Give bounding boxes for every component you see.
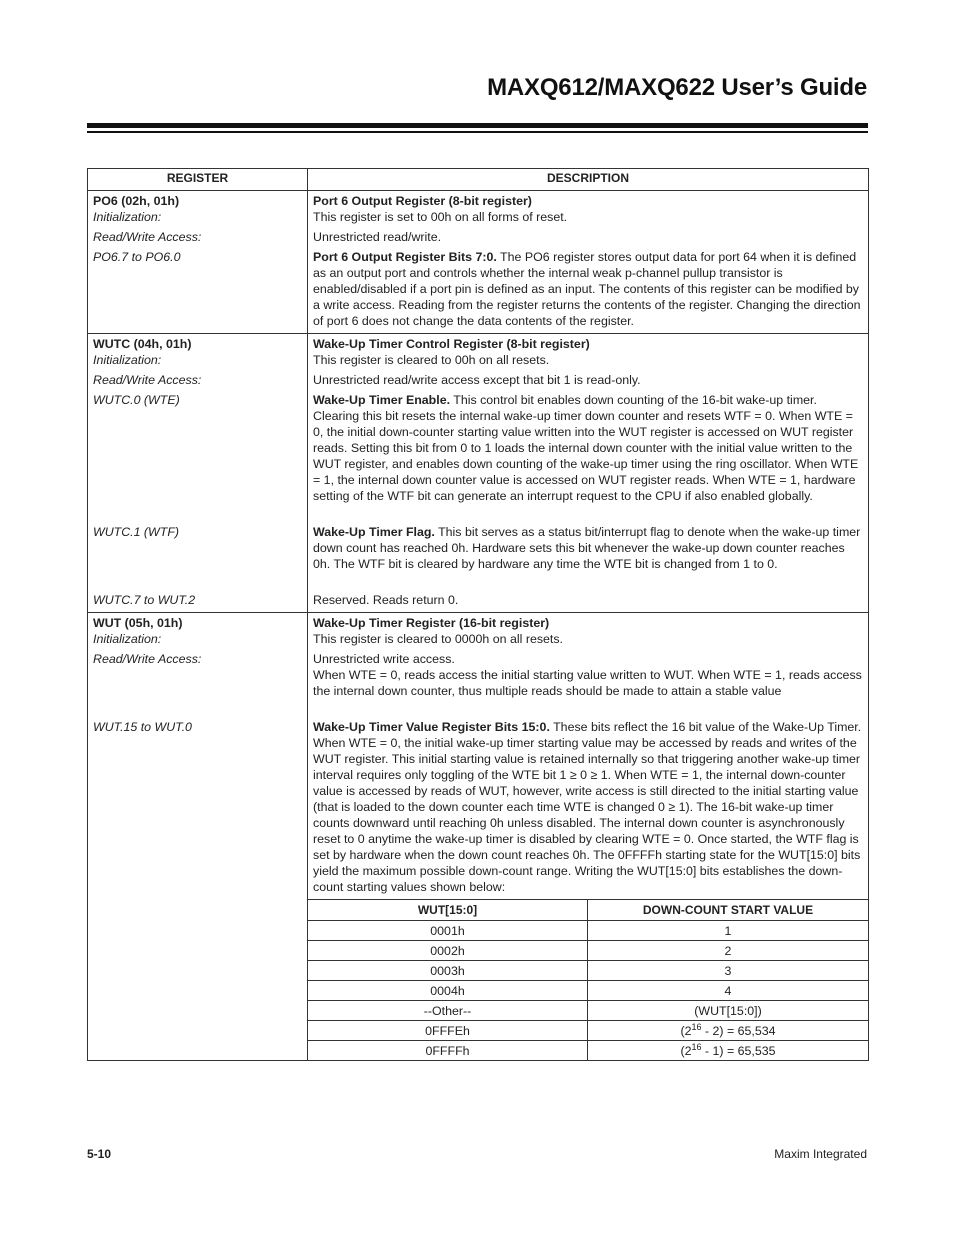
formula-exponent: 16 <box>691 1021 702 1032</box>
register-name: WUTC (04h, 01h) <box>93 337 192 351</box>
bits-description <box>313 719 863 895</box>
start-value: 3 <box>588 961 869 981</box>
bit1-label: WUTC.1 (WTF) <box>93 525 180 539</box>
init-label: Initialization: <box>93 632 162 646</box>
bit7-description: Reserved. Reads return 0. <box>313 593 459 607</box>
description-cell <box>308 191 869 334</box>
bit0-label: WUTC.0 (WTE) <box>93 393 180 407</box>
column-header-description: DESCRIPTION <box>308 169 869 191</box>
table-row <box>308 941 868 961</box>
init-label: Initialization: <box>93 353 162 367</box>
rw-text: Unrestricted read/write. <box>313 230 442 244</box>
bit0-text: This control bit enables down counting of the 16-bit wake-up timer. Clearing this bit resets the internal wake-up timer down counter and resets WTF = 0. When WTE = 0, the initial down-counter starting value written into the WUT register is accessed on WUT register reads. Setting this bit from 0 to 1 loads the internal down counter with the initial value written to the WUT register, and enables down counting of the wake-up timer using the ring oscillator. When WTE = 1, the internal down counter value is accessed on WUT register reads. When WTE = 1, hardware setting of the WTF bit can generate an interrupt request to the CPU if also enabled globally. <box>313 393 859 503</box>
formula-suffix: - 2) = 65,534 <box>701 1023 776 1038</box>
register-name: WUT (05h, 01h) <box>93 616 183 630</box>
table-row-wutc <box>88 334 869 613</box>
table-row <box>308 1021 868 1041</box>
table-row <box>308 961 868 981</box>
table-row <box>308 981 868 1001</box>
wut-value: 0FFFFh <box>308 1041 588 1061</box>
wut-value: 0004h <box>308 981 588 1001</box>
start-value: 4 <box>588 981 869 1001</box>
sub-header-start-value: DOWN-COUNT START VALUE <box>588 900 869 921</box>
formula-suffix: - 1) = 65,535 <box>701 1043 776 1058</box>
bit1-text: This bit serves as a status bit/interrupt flag to denote when the wake-up timer down count has reached 0h. Hardware sets this bit whenever the wake-up down counter reaches 0h. The WTF bit is cleared by hardware any time the WTE bit is changed from 1 to 0. <box>313 525 861 571</box>
sub-header-wut: WUT[15:0] <box>308 900 588 921</box>
table-row <box>308 921 868 941</box>
register-title: Wake-Up Timer Register (16-bit register) <box>313 616 550 630</box>
init-label: Initialization: <box>93 210 162 224</box>
column-header-register: REGISTER <box>88 169 308 191</box>
bits-label: PO6.7 to PO6.0 <box>93 250 181 264</box>
header-rule-thick <box>87 123 868 128</box>
description-cell <box>308 334 869 613</box>
wut-value: 0001h <box>308 921 588 941</box>
bits-text: These bits reflect the 16 bit value of the Wake-Up Timer. When WTE = 0, the initial wake-up timer starting value may be accessed by reads and writes of the WUT register. This initial starting value is retained internally so that triggering another wake-up timer interval requires only toggling of the WTE bit 1 ≥ 0 ≥ 1. When WTE = 1, the internal down-counter value is accessed by reads of WUT, however, write access is still directed to the initial starting value (that is loaded to the down counter each time WTE is changed 0 ≥ 1). The 16-bit wake-up timer counts downward until reaching 0h unless disabled. The internal down counter is asynchronously reset to 0 anytime the wake-up timer is disabled by clearing WTE = 0. Once started, the WTF flag is set by hardware when the down count reaches 0h. The 0FFFFh starting state for the WUT[15:0] bits yield the maximum possible down-count range. Writing the WUT[15:0] bits establishes the down-count starting values shown below: <box>313 720 862 894</box>
start-value: (WUT[15:0]) <box>588 1001 869 1021</box>
formula-prefix: (2 <box>680 1023 692 1038</box>
bits-title: Wake-Up Timer Value Register Bits 15:0. <box>313 720 550 734</box>
table-header-row <box>88 169 869 191</box>
table-row <box>308 1041 868 1061</box>
start-value <box>588 1041 869 1061</box>
bit1-title: Wake-Up Timer Flag. <box>313 525 435 539</box>
page-title: MAXQ612/MAXQ622 User’s Guide <box>487 74 867 101</box>
formula-exponent: 16 <box>691 1041 702 1052</box>
start-value: 1 <box>588 921 869 941</box>
register-title: Wake-Up Timer Control Register (8-bit register) <box>313 337 590 351</box>
init-text: This register is cleared to 0000h on all resets. <box>313 632 564 646</box>
rw-label: Read/Write Access: <box>93 230 202 244</box>
wut-value: --Other-- <box>308 1001 588 1021</box>
bit0-description <box>313 392 863 520</box>
register-name: PO6 (02h, 01h) <box>93 194 180 208</box>
rw-text: Unrestricted write access. <box>313 652 455 666</box>
register-title: Port 6 Output Register (8-bit register) <box>313 194 532 208</box>
bits-text: The PO6 register stores output data for port 64 when it is defined as an output port and controls whether the internal weak p-channel pullup transistor is enabled/disabled if a port pin is defined as an input. The contents of this register can be modified by a write access. Reading from the register returns the contents of the register. Changing the direction of port 6 does not change the data contents of the register. <box>313 250 861 328</box>
bit1-description <box>313 524 863 588</box>
wut-value: 0FFFEh <box>308 1021 588 1041</box>
header-rule-thin <box>87 131 868 133</box>
company-name: Maxim Integrated <box>774 1147 867 1161</box>
bit7-label: WUTC.7 to WUT.2 <box>93 593 196 607</box>
table-row-wut <box>88 613 869 1061</box>
description-cell <box>308 613 869 1061</box>
rw-text-detail: When WTE = 0, reads access the initial starting value written to WUT. When WTE = 1, reads access the internal down counter, thus multiple reads should be made to attain a stable value <box>313 668 862 698</box>
rw-text: Unrestricted read/write access except that bit 1 is read-only. <box>313 373 641 387</box>
register-cell <box>88 334 308 613</box>
down-count-table <box>308 899 868 1060</box>
register-table <box>87 168 869 1061</box>
init-text: This register is set to 00h on all forms of reset. <box>313 210 568 224</box>
register-cell <box>88 191 308 334</box>
register-cell <box>88 613 308 1061</box>
page-number: 5-10 <box>87 1147 112 1161</box>
init-text: This register is cleared to 00h on all resets. <box>313 353 550 367</box>
formula-prefix: (2 <box>680 1043 692 1058</box>
table-row <box>308 1001 868 1021</box>
wut-value: 0002h <box>308 941 588 961</box>
bits-description <box>313 249 863 329</box>
table-row-po6 <box>88 191 869 334</box>
bits-label: WUT.15 to WUT.0 <box>93 720 192 734</box>
rw-label: Read/Write Access: <box>93 373 202 387</box>
wut-value: 0003h <box>308 961 588 981</box>
start-value: 2 <box>588 941 869 961</box>
sub-header-row <box>308 900 868 921</box>
bits-title: Port 6 Output Register Bits 7:0. <box>313 250 497 264</box>
start-value <box>588 1021 869 1041</box>
rw-label: Read/Write Access: <box>93 652 202 666</box>
bit0-title: Wake-Up Timer Enable. <box>313 393 451 407</box>
